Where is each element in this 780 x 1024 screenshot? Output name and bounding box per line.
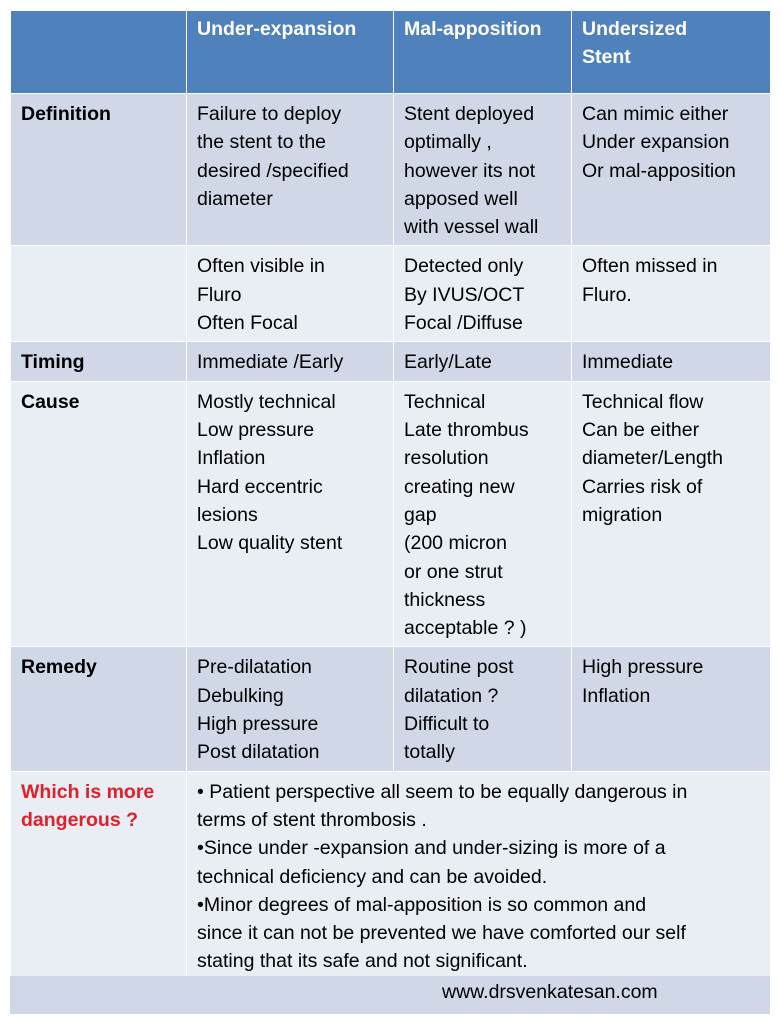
- text-line: thickness: [404, 588, 486, 611]
- text-line: Immediate /Early: [197, 351, 344, 374]
- text-line: Fluro.: [582, 283, 632, 306]
- cell-cause-mal-apposition: [394, 381, 572, 647]
- text-line: resolution: [404, 447, 489, 470]
- cell-cause-under-expansion: [187, 381, 394, 647]
- text-line: since it can not be prevented we have comforted our self: [197, 922, 686, 945]
- text-line: or one strut: [404, 560, 503, 583]
- header-row: [11, 11, 771, 94]
- text-line: Technical: [404, 390, 486, 413]
- text-line: High pressure: [197, 713, 319, 736]
- text-line: Or mal-apposition: [582, 159, 736, 182]
- text-line: Under expansion: [582, 131, 730, 154]
- row-label-danger: [11, 771, 187, 980]
- cell-timing-mal-apposition: [394, 342, 572, 381]
- text-line: Late thrombus: [404, 419, 529, 442]
- text-line: diameter/Length: [582, 447, 723, 470]
- cell-remedy-mal-apposition: [394, 647, 572, 771]
- text-line: Can be either: [582, 419, 700, 442]
- text-line: Hard eccentric: [197, 475, 323, 498]
- row-timing: [11, 342, 771, 381]
- header-mal-apposition: [394, 11, 572, 94]
- header-under-expansion: [187, 11, 394, 94]
- text-line: Mal-apposition: [404, 18, 542, 40]
- text-line: gap: [404, 503, 437, 526]
- text-line: Debulking: [197, 684, 284, 707]
- cell-remedy-undersized: [572, 647, 771, 771]
- row-detection: [11, 246, 771, 342]
- comparison-slide: [10, 10, 770, 1014]
- cell-definition-under-expansion: [187, 94, 394, 246]
- text-line: Stent deployed: [404, 103, 535, 125]
- comparison-table: [10, 10, 771, 981]
- cell-definition-undersized: [572, 94, 771, 246]
- text-line: Often missed in: [582, 255, 718, 278]
- text-line: Difficult to: [404, 713, 490, 736]
- cell-cause-undersized: [572, 381, 771, 647]
- text-line: Immediate: [582, 351, 674, 374]
- text-line: migration: [582, 503, 663, 526]
- text-line: totally: [404, 741, 455, 764]
- text-line: however its not: [404, 159, 536, 182]
- text-line: Often visible in: [197, 255, 325, 278]
- text-line: Early/Late: [404, 351, 492, 374]
- cell-danger-explanation: [187, 771, 771, 980]
- text-line: Stent: [582, 46, 631, 69]
- row-cause: [11, 381, 771, 647]
- row-label-timing: Timing: [11, 342, 187, 381]
- cell-timing-under-expansion: [187, 342, 394, 381]
- text-line: Pre-dilatation: [197, 656, 312, 679]
- text-line: creating new: [404, 475, 515, 498]
- footer-bar: [10, 976, 770, 1014]
- text-line: the stent to the: [197, 131, 327, 154]
- row-label-cause: Cause: [11, 381, 187, 647]
- text-line: desired /specified: [197, 159, 349, 182]
- text-line: dilatation ?: [404, 684, 499, 707]
- text-line: diameter: [197, 187, 273, 210]
- row-danger: [11, 771, 771, 980]
- text-line: Carries risk of: [582, 475, 703, 498]
- text-line: stating that its safe and not significant.: [197, 950, 528, 973]
- text-line: Mostly technical: [197, 390, 336, 413]
- footer-url: www.drsvenkatesan.com: [442, 981, 658, 1003]
- text-line: Which is more: [21, 780, 155, 803]
- row-label-detection: [11, 246, 187, 342]
- cell-detection-mal-apposition: [394, 246, 572, 342]
- row-label-remedy: Remedy: [11, 647, 187, 771]
- cell-timing-undersized: [572, 342, 771, 381]
- text-line: optimally ,: [404, 131, 492, 154]
- cell-detection-undersized: [572, 246, 771, 342]
- text-line: Focal /Diffuse: [404, 312, 523, 335]
- cell-definition-mal-apposition: [394, 94, 572, 246]
- text-line: Post dilatation: [197, 741, 320, 764]
- text-line: Inflation: [197, 447, 266, 470]
- text-line: Routine post: [404, 656, 514, 679]
- cell-detection-under-expansion: [187, 246, 394, 342]
- text-line: Can mimic either: [582, 103, 729, 125]
- text-line: dangerous ?: [21, 808, 139, 831]
- header-undersized-stent: [572, 11, 771, 94]
- text-line: apposed well: [404, 187, 518, 210]
- text-line: with vessel wall: [404, 216, 539, 239]
- text-line: • Patient perspective all seem to be equally dangerous in: [197, 780, 688, 803]
- text-line: Low pressure: [197, 419, 315, 442]
- header-corner: [11, 11, 187, 94]
- text-line: •Minor degrees of mal-apposition is so common and: [197, 893, 647, 916]
- row-remedy: [11, 647, 771, 771]
- text-line: Under-expansion: [197, 18, 357, 40]
- text-line: Low quality stent: [197, 532, 343, 555]
- text-line: Undersized: [582, 18, 688, 40]
- text-line: lesions: [197, 503, 258, 526]
- cell-remedy-under-expansion: [187, 647, 394, 771]
- text-line: Often Focal: [197, 312, 298, 335]
- text-line: Failure to deploy: [197, 103, 342, 125]
- text-line: Fluro: [197, 283, 242, 306]
- text-line: Detected only: [404, 255, 524, 278]
- text-line: (200 micron: [404, 532, 507, 555]
- row-definition: [11, 94, 771, 246]
- text-line: High pressure: [582, 656, 704, 679]
- row-label-definition: Definition: [11, 94, 187, 246]
- text-line: Technical flow: [582, 390, 704, 413]
- text-line: technical deficiency and can be avoided.: [197, 865, 548, 888]
- text-line: terms of stent thrombosis .: [197, 808, 427, 831]
- text-line: By IVUS/OCT: [404, 283, 525, 306]
- text-line: acceptable ? ): [404, 617, 527, 640]
- text-line: •Since under -expansion and under-sizing is more of a: [197, 837, 666, 860]
- text-line: Inflation: [582, 684, 651, 707]
